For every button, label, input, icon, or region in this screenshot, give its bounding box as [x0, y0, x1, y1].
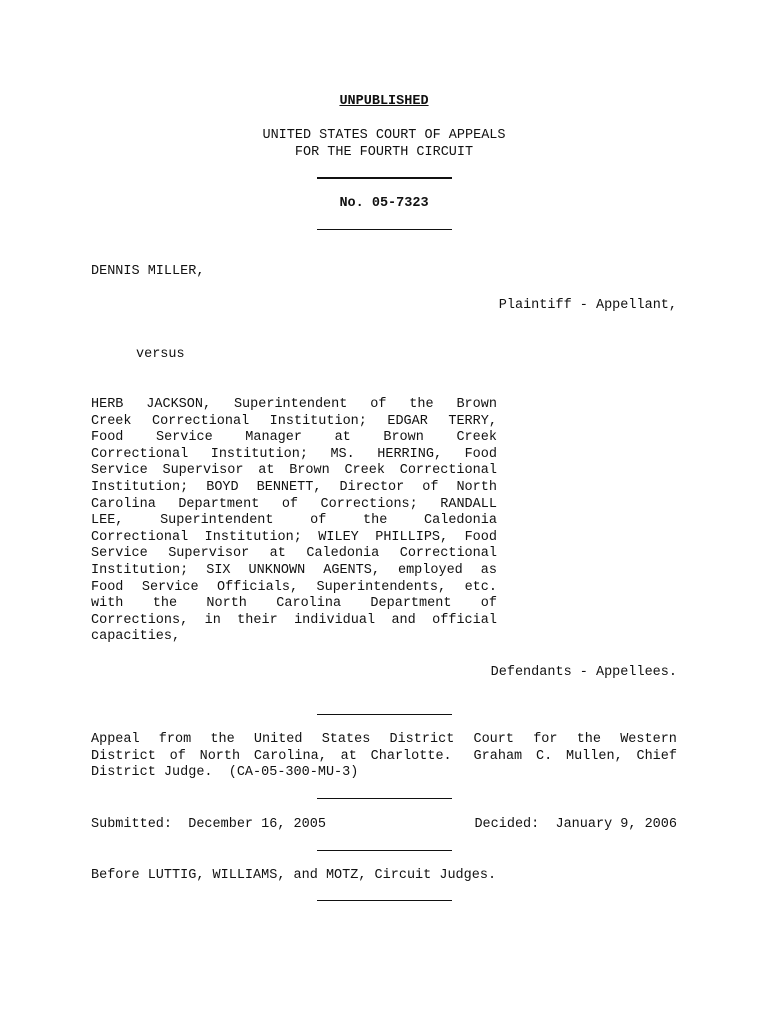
caption-word: HERB — [91, 397, 124, 412]
caption-word: LEE, — [91, 513, 124, 529]
caption-word: Institution; — [91, 562, 189, 578]
caption-word: Correctional — [151, 413, 250, 429]
divider-rule — [317, 177, 452, 179]
caption-word: Department — [370, 596, 452, 612]
caption-word: Carolina — [91, 496, 156, 512]
caption-word: etc. — [464, 579, 497, 595]
submitted-date: Submitted: December 16, 2005 — [91, 817, 326, 832]
defendants-line — [91, 613, 497, 630]
divider-rule — [317, 714, 452, 715]
defendants-line — [91, 563, 497, 580]
caption-word: the — [409, 397, 434, 412]
defendants-line — [91, 430, 497, 447]
panel-judges: Before LUTTIG, WILLIAMS, and MOTZ, Circuit Judges. — [91, 868, 497, 883]
caption-word: Institution; — [204, 529, 302, 545]
caption-word: Correctional — [91, 446, 189, 462]
defendants-line — [91, 513, 497, 530]
caption-word: Court — [473, 732, 514, 747]
caption-word: HERRING, — [377, 446, 443, 462]
caption-word: capacities, — [91, 629, 181, 645]
divider-rule — [317, 229, 452, 230]
caption-word: RANDALL — [440, 496, 497, 512]
caption-word: Food — [464, 446, 497, 462]
caption-word: PHILLIPS, — [375, 529, 449, 545]
appeal-line-1 — [91, 732, 677, 749]
caption-word: Officials, — [217, 579, 299, 595]
decided-date: Decided: January 9, 2006 — [474, 817, 677, 832]
caption-word: the — [363, 513, 388, 529]
defendants-line — [91, 480, 497, 497]
caption-word: Charlotte. — [370, 748, 452, 764]
plaintiff-role: Plaintiff - Appellant, — [498, 298, 677, 313]
versus-label: versus — [136, 347, 185, 362]
appeal-line-2 — [91, 749, 677, 766]
caption-word: at — [269, 546, 286, 562]
status-heading: UNPUBLISHED — [339, 94, 429, 109]
caption-word: Service — [141, 579, 199, 595]
defendants-line — [91, 447, 497, 464]
caption-word: Creek — [91, 413, 132, 429]
caption-word: Corrections, — [91, 612, 189, 628]
caption-word: Service — [91, 546, 148, 562]
court-name-line1: UNITED STATES COURT OF APPEALS — [262, 128, 506, 143]
caption-word: the — [210, 732, 235, 747]
defendants-line — [91, 463, 497, 480]
caption-word: individual — [294, 612, 376, 628]
caption-word: Department — [178, 496, 260, 512]
caption-word: United — [253, 732, 303, 747]
caption-word: Creek — [344, 463, 385, 479]
defendants-role: Defendants - Appellees. — [490, 665, 677, 680]
caption-word: Superintendents, — [316, 579, 447, 595]
defendants-line — [91, 530, 497, 547]
caption-word: Supervisor — [168, 546, 250, 562]
caption-word: of — [169, 748, 186, 764]
caption-word: Carolina — [276, 596, 342, 612]
caption-word: as — [480, 562, 497, 578]
caption-word: Supervisor — [162, 463, 244, 479]
caption-word: Chief — [636, 748, 677, 764]
caption-word: Manager — [245, 430, 302, 446]
caption-word: from — [158, 732, 192, 747]
caption-word: Food — [91, 430, 124, 446]
caption-word: Caledonia — [306, 546, 380, 562]
caption-word: WILEY — [318, 529, 359, 545]
caption-word: Superintendent — [160, 513, 274, 529]
caption-word: Appeal — [91, 732, 140, 747]
caption-word: Superintendent — [233, 397, 348, 412]
caption-word: Corrections; — [320, 496, 418, 512]
caption-word: of — [480, 596, 497, 612]
caption-word: in — [204, 612, 221, 628]
caption-word: Brown — [383, 430, 424, 446]
defendants-line — [91, 497, 497, 514]
caption-word: TERRY, — [448, 413, 497, 429]
caption-word: their — [237, 612, 278, 628]
defendants-line — [91, 580, 497, 597]
defendants-line — [91, 629, 497, 646]
caption-word: at — [334, 430, 351, 446]
caption-word: the — [576, 732, 601, 747]
caption-word: C. — [535, 748, 553, 764]
caption-word: Creek — [456, 430, 497, 446]
caption-word: UNKNOWN — [248, 562, 306, 578]
caption-word: BENNETT, — [256, 479, 322, 495]
caption-word: of — [281, 496, 299, 512]
caption-word: official — [432, 612, 497, 628]
divider-rule — [317, 900, 452, 901]
caption-word: JACKSON, — [146, 397, 212, 412]
appeal-origin — [91, 732, 677, 782]
caption-word: North — [199, 748, 241, 764]
caption-word: District — [91, 748, 156, 764]
defendants-line — [91, 596, 497, 613]
defendants-caption — [91, 397, 497, 646]
caption-word: Brown — [289, 463, 330, 479]
caption-word: District — [389, 732, 455, 747]
caption-word: Western — [620, 732, 677, 747]
caption-word: Service — [91, 463, 148, 479]
caption-word: Correctional — [399, 546, 497, 562]
court-name-line2: FOR THE FOURTH CIRCUIT — [294, 145, 474, 160]
caption-word: Brown — [456, 397, 497, 412]
caption-word: Graham — [465, 748, 523, 764]
caption-word: employed — [397, 562, 463, 578]
appeal-line-3: District Judge. (CA-05-300-MU-3) — [91, 765, 359, 781]
caption-word: with — [91, 596, 124, 612]
divider-rule — [317, 850, 452, 851]
caption-word: Correctional — [399, 463, 497, 479]
caption-word: at — [340, 748, 357, 764]
caption-word: the — [152, 596, 178, 612]
defendants-line — [91, 414, 497, 431]
caption-word: Carolina, — [253, 748, 327, 764]
caption-word: BOYD — [206, 479, 239, 495]
caption-word: EDGAR — [387, 413, 428, 429]
caption-word: North — [456, 479, 497, 495]
divider-rule — [317, 798, 452, 799]
caption-word: of — [370, 397, 387, 412]
caption-word: MS. — [330, 446, 355, 462]
caption-word: and — [391, 612, 416, 628]
caption-word: States — [321, 732, 371, 747]
caption-word: Institution; — [210, 446, 308, 462]
caption-word: Food — [91, 579, 124, 595]
caption-word: Service — [155, 430, 213, 446]
caption-word: of — [422, 479, 439, 495]
caption-word: SIX — [206, 562, 231, 578]
caption-word: Director — [339, 479, 405, 495]
caption-word: Correctional — [91, 529, 189, 545]
case-number: No. 05-7323 — [339, 196, 429, 211]
caption-word: AGENTS, — [323, 562, 380, 578]
caption-word: Institution; — [91, 479, 189, 495]
caption-word: Institution; — [269, 413, 367, 429]
defendants-line — [91, 397, 497, 414]
caption-word: of — [310, 513, 327, 529]
caption-word: Mullen, — [565, 748, 623, 764]
caption-word: North — [206, 596, 247, 612]
plaintiff-name: DENNIS MILLER, — [91, 264, 205, 279]
caption-word: at — [258, 463, 275, 479]
defendants-line — [91, 546, 497, 563]
caption-word: Food — [464, 529, 497, 545]
caption-word: for — [533, 732, 558, 747]
caption-word: Caledonia — [424, 513, 497, 529]
